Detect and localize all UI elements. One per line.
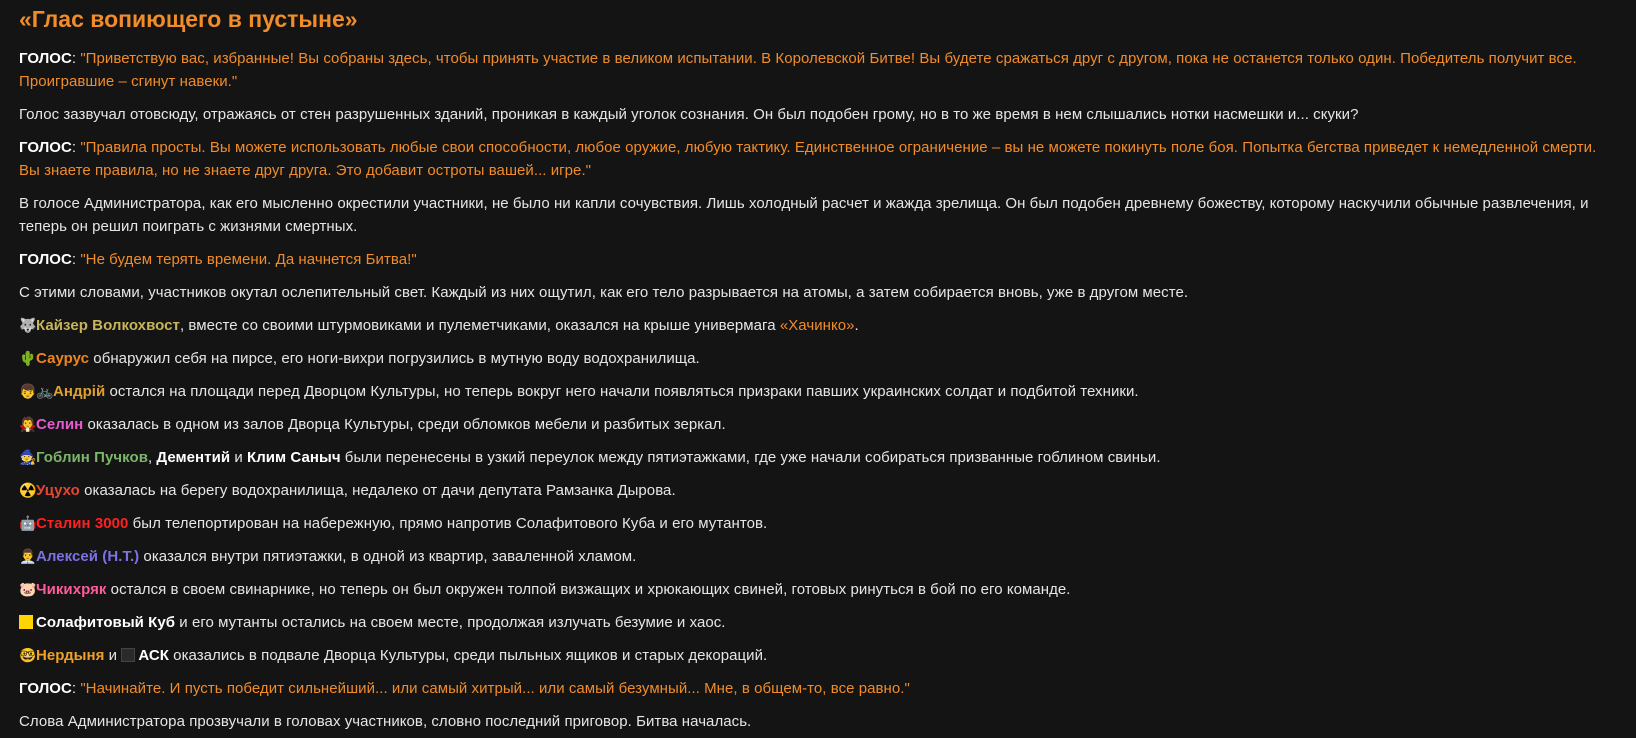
character-name: Селин <box>36 416 84 433</box>
cactus-icon: 🌵 <box>19 350 37 366</box>
character-andriy <box>19 380 1618 403</box>
speaker-separator: : <box>71 251 81 268</box>
character-selin <box>19 413 1618 436</box>
character-goblin <box>19 446 1618 469</box>
character-nerdynya <box>19 644 1618 667</box>
character-text: обнаружил себя на пирсе, его ноги-вихри погрузились в мутную воду водохранилища. <box>89 350 700 367</box>
character-text: были перенесены в узкий переулок между пятиэтажками, где уже начали собираться призванные гоблином свиньи. <box>340 449 1161 466</box>
character-saurus <box>19 347 1618 370</box>
character-text: , вместе со своими штурмовиками и пулеметчиками, оказался на крыше универмага <box>179 317 780 334</box>
character-text: оказались в подвале Дворца Культуры, среди пыльных ящиков и старых декораций. <box>168 647 768 664</box>
character-name: Солафитовый Куб <box>36 614 176 631</box>
voice-paragraph-18 <box>19 677 1618 700</box>
character-text: остался на площади перед Дворцом Культуры, но теперь вокруг него начали появляться призраки павших украинских солдат и подбитой техники. <box>105 383 1139 400</box>
nerd-face-icon: 🤓 <box>19 647 37 663</box>
voice-paragraph-3 <box>19 136 1618 182</box>
character-name: Уцухо <box>36 482 80 499</box>
speaker-separator: : <box>71 50 81 67</box>
radioactive-icon: ☢️ <box>19 482 37 498</box>
voice-paragraph-5 <box>19 248 1618 271</box>
narration-paragraph-2: Голос зазвучал отовсюду, отражаясь от стен разрушенных зданий, проникая в каждый уголок сознания. Он был подобен грому, но в то же время в нем слышались нотки насмешки и... скуки? <box>19 106 1359 123</box>
name-separator: и <box>104 647 122 664</box>
wolf-icon: 🐺 <box>19 317 37 333</box>
voice-quote: "Правила просты. Вы можете использовать любые свои способности, любое оружие, любую тактику. Единственное ограничение – вы не можете покинуть поле боя. Попытка бегства приведет к немедленной смерти. Вы знаете правила, но не знаете друг друга. Это добавит остроты вашей... игре." <box>19 139 1597 179</box>
pig-icon: 🐷 <box>19 581 37 597</box>
character-kaiser <box>19 314 1618 337</box>
mage-icon: 🧙 <box>19 449 37 465</box>
narration-paragraph-19: Слова Администратора прозвучали в головах участников, словно последний приговор. Битва началась. <box>19 713 752 730</box>
character-name: Гоблин Пучков <box>36 449 148 466</box>
speaker-separator: : <box>71 680 81 697</box>
character-name: Чикихряк <box>36 581 107 598</box>
character-stalin <box>19 512 1618 535</box>
voice-quote: "Не будем терять времени. Да начнется Битва!" <box>80 251 417 268</box>
character-name: Нердыня <box>36 647 105 664</box>
character-name-3: Клим Саныч <box>246 449 341 466</box>
voice-quote: "Начинайте. И пусть победит сильнейший... или самый хитрый... или самый безумный... Мне, в общем-то, все равно." <box>80 680 910 697</box>
character-name: Андрій <box>53 383 106 400</box>
character-ucuho <box>19 479 1618 502</box>
bicycle-icon: 🚲 <box>36 383 54 399</box>
character-name-2: Дементий <box>156 449 231 466</box>
character-text: оказался внутри пятиэтажки, в одной из квартир, заваленной хламом. <box>139 548 637 565</box>
speaker-label: ГОЛОС <box>19 50 72 67</box>
character-chikhryak <box>19 578 1618 601</box>
character-name: Кайзер Волкохвост <box>36 317 180 334</box>
name-separator: и <box>230 449 247 466</box>
yellow-square-icon <box>19 615 33 629</box>
speaker-label: ГОЛОС <box>19 251 72 268</box>
character-text: и его мутанты остались на своем месте, продолжая излучать безумие и хаос. <box>175 614 726 631</box>
character-name: Саурус <box>36 350 90 367</box>
character-text: оказалась на берегу водохранилища, недалеко от дачи депутата Рамзанка Дырова. <box>79 482 676 499</box>
character-name: Сталин 3000 <box>36 515 129 532</box>
place-name: «Хачинко» <box>779 317 855 334</box>
speaker-label: ГОЛОС <box>19 139 72 156</box>
character-aleksey <box>19 545 1618 568</box>
speaker-separator: : <box>71 139 81 156</box>
character-text: был телепортирован на набережную, прямо напротив Солафитового Куба и его мутантов. <box>128 515 768 532</box>
sentence-end: . <box>854 317 859 334</box>
speaker-label: ГОЛОС <box>19 680 72 697</box>
character-cube <box>19 611 1618 634</box>
office-worker-icon: 👨‍💼 <box>19 548 37 564</box>
character-text: остался в своем свинарнике, но теперь он был окружен толпой визжащих и хрюкающих свиней, готовых ринуться в бой по его команде. <box>106 581 1071 598</box>
vampire-icon: 🧛 <box>19 416 37 432</box>
boy-icon: 👦 <box>19 383 37 399</box>
narration-paragraph-6: С этими словами, участников окутал ослепительный свет. Каждый из них ощутил, как его тело разрывается на атомы, а затем собирается вновь, уже в другом месте. <box>19 284 1189 301</box>
page-title: «Глас вопиющего в пустыне» <box>19 6 358 32</box>
black-square-icon <box>121 648 135 662</box>
character-name-2: АСК <box>138 647 169 664</box>
character-text: оказалась в одном из залов Дворца Культуры, среди обломков мебели и разбитых зеркал. <box>83 416 726 433</box>
narration-paragraph-4: В голосе Администратора, как его мысленно окрестили участники, не было ни капли сочувствия. Лишь холодный расчет и жажда зрелища. Он был подобен древнему божеству, которому наскучили обычные развлечения, и теперь он решил поиграть с жизнями смертных. <box>19 195 1589 235</box>
robot-icon: 🤖 <box>19 515 37 531</box>
name-separator: , <box>147 449 157 466</box>
voice-quote: "Приветствую вас, избранные! Вы собраны здесь, чтобы принять участие в великом испытании. В Королевской Битве! Вы будете сражаться друг с другом, пока не останется только один. Победитель получит все. Проигравшие – сгинут навеки." <box>19 50 1577 90</box>
character-name: Алексей (Н.Т.) <box>36 548 140 565</box>
voice-paragraph-1 <box>19 47 1618 93</box>
